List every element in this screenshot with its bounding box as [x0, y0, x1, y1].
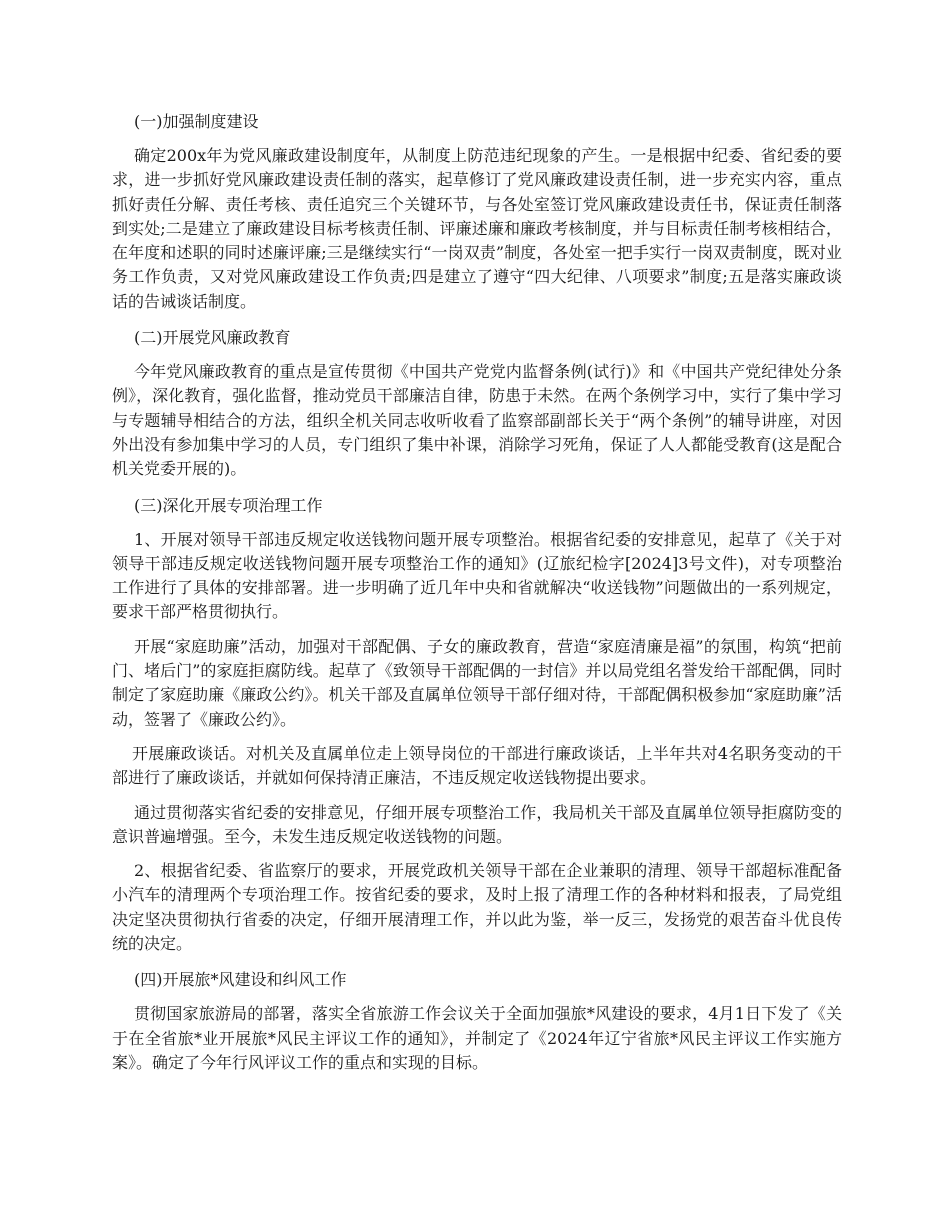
section-heading-4: (四)开展旅*风建设和纠风工作 — [134, 970, 347, 990]
document-body — [112, 108, 842, 1085]
paragraph-4: 开展“家庭助廉”活动，加强对干部配偶、子女的廉政教育，营造“家庭清廉是福”的氛围，构筑“把前门、堵后门”的家庭拒腐防线。起草了《致领导干部配偶的一封信》并以局党组名誉发给干部配偶，同时制定了家庭助廉《廉政公约》。机关干部及直属单位领导干部仔细对待，干部配偶积极参加“家庭助廉”活动，签署了《廉政公约》。 — [112, 636, 842, 729]
paragraph-8: 贯彻国家旅游局的部署，落实全省旅游工作会议关于全面加强旅*风建设的要求，4月1日下发了《关于在全省旅*业开展旅*风民主评议工作的通知》，并制定了《2024年辽宁省旅*风民主评议工作实施方案》。确定了今年行风评议工作的重点和实现的目标。 — [112, 1004, 842, 1072]
paragraph-2: 今年党风廉政教育的重点是宣传贯彻《中国共产党党内监督条例(试行)》和《中国共产党纪律处分条例》，深化教育，强化监督，推动党员干部廉洁自律，防患于未然。在两个条例学习中，实行了集中学习与专题辅导相结合的方法，组织全机关同志收听收看了监察部副部长关于“两个条例”的辅导讲座，对因外出没有参加集中学习的人员，专门组织了集中补课，消除学习死角，保证了人人都能受教育(这是配合机关党委开展的)。 — [112, 362, 842, 479]
section-heading-3: (三)深化开展专项治理工作 — [134, 495, 323, 515]
paragraph-6: 通过贯彻落实省纪委的安排意见，仔细开展专项整治工作，我局机关干部及直属单位领导拒腐防变的意识普遍增强。至今，未发生违反规定收送钱物的问题。 — [112, 802, 842, 846]
section-heading-1: (一)加强制度建设 — [134, 112, 259, 131]
paragraph-1: 确定200x年为党风廉政建设制度年，从制度上防范违纪现象的产生。一是根据中纪委、省纪委的要求，进一步抓好党风廉政建设责任制的落实，起草修订了党风廉政建设责任制，进一步充实内容，重点抓好责任分解、责任考核、责任追究三个关键环节，与各处室签订党风廉政建设责任书，保证责任制落到实处;二是建立了廉政建设目标考核责任制、评廉述廉和廉政考核制度，并与目标责任制考核相结合，在年度和述职的同时述廉评廉;三是继续实行“一岗双责”制度，各处室一把手实行一岗双责制度，既对业务工作负责，又对党风廉政建设工作负责;四是建立了遵守“四大纪律、八项要求”制度;五是落实廉政谈话的告诫谈话制度。 — [112, 146, 842, 311]
section-heading-2: (二)开展党风廉政教育 — [134, 328, 291, 348]
paragraph-5: 开展廉政谈话。对机关及直属单位走上领导岗位的干部进行廉政谈话，上半年共对4名职务变动的干部进行了廉政谈话，并就如何保持清正廉洁，不违反规定收送钱物提出要求。 — [112, 743, 842, 788]
paragraph-7: 2、根据省纪委、省监察厅的要求，开展党政机关领导干部在企业兼职的清理、领导干部超标准配备小汽车的清理两个专项治理工作。按省纪委的要求，及时上报了清理工作的各种材料和报表，了局党组决定坚决贯彻执行省委的决定，仔细开展清理工作，并以此为鉴，举一反三，发扬党的艰苦奋斗优良传统的决定。 — [112, 861, 842, 954]
paragraph-3: 1、开展对领导干部违反规定收送钱物问题开展专项整治。根据省纪委的安排意见，起草了《关于对领导干部违反规定收送钱物问题开展专项整治工作的通知》(辽旅纪检字[2024]3号文件)，对专项整治工作进行了具体的安排部署。进一步明确了近几年中央和省就解决“收送钱物”问题做出的一系列规定，要求干部严格贯彻执行。 — [112, 529, 842, 622]
